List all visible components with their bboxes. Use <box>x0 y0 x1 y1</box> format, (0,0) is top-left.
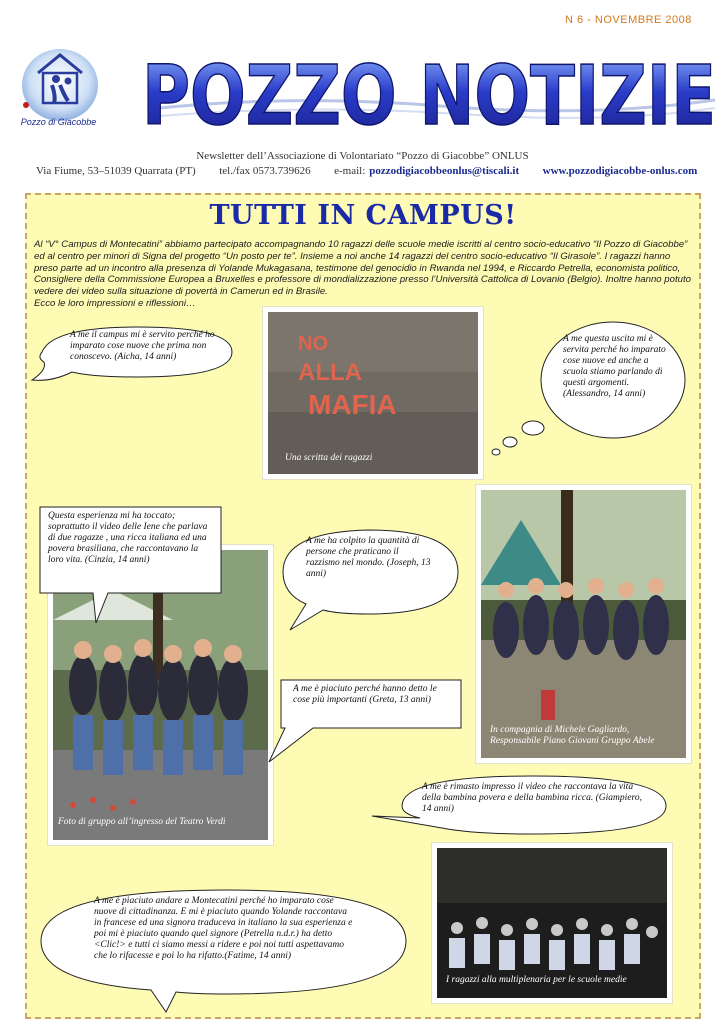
photo-caption: I ragazzi alla multiplenaria per le scuole medie <box>446 975 627 985</box>
quote-text: A me è piaciuto perché hanno detto le cose più importanti (Greta, 13 anni) <box>293 684 437 705</box>
photo-gruppo-abele <box>476 485 691 763</box>
photo-caption: Una scritta dei ragazzi <box>285 453 373 463</box>
quote-text: A me è rimasto impresso il video che raccontava la vita della bambina povera e della bambina ricca. (Giampiero, 14 anni) <box>422 782 642 814</box>
contact-line <box>36 165 696 177</box>
quote-text: A me questa uscita mi è servita perché ho imparato cose nuove ed anche a scuola stiamo parlando di questi argomenti. (Alessandro, 14 anni) <box>563 334 666 399</box>
quote-bubble-fatime <box>36 886 428 1014</box>
email-link[interactable]: pozzodigiacobbeonlus@tiscali.it <box>369 165 520 177</box>
website-link[interactable]: www.pozzodigiacobbe-onlus.com <box>542 165 698 177</box>
graffiti-text-alla: ALLA <box>298 359 362 386</box>
quote-text: A me ha colpito la quantità di persone che praticano il razzismo nel mondo. (Joseph, 13 anni) <box>306 536 431 579</box>
masthead-text: POZZO NOTIZIE <box>142 49 716 144</box>
photo-caption: Foto di gruppo all’ingresso del Teatro Verdi <box>58 817 226 827</box>
quote-text: A me è piaciuto andare a Montecatini perché ho imparato cose nuove di cittadinanza. E mi è piaciuto quando Yolande raccontava in francese ed una signora traduceva in italiano la sua esperienza e poi mi è piaciuto quando quel signore (Petrella n.d.r.) ha detto <Clic!> e tutti ci siamo messi a ridere e poi noi tutti aspettavamo che lo rifacesse e poi lo ha rifatto.(Fatime, 14 anni) <box>94 896 353 961</box>
quote-bubble-alessandro <box>488 320 693 460</box>
graffiti-text-mafia: MAFIA <box>308 389 397 420</box>
article-headline: TUTTI IN CAMPUS! <box>209 200 517 231</box>
photo-multiplenaria <box>432 843 672 1003</box>
quote-bubble-cinzia <box>38 505 223 625</box>
logo-text: Pozzo di Giacobbe <box>20 117 97 127</box>
photo-caption <box>490 725 654 747</box>
issue-label: N 6 - NOVEMBRE 2008 <box>565 14 692 26</box>
masthead-title <box>140 34 720 144</box>
caption-line-2: Responsabile Piano Giovani Gruppo Abele <box>490 736 655 746</box>
intro-text: Al “V° Campus di Montecatini” abbiamo partecipato accompagnando 10 ragazzi delle scuole medie iscritti al centro socio-educativo “Il Pozzo di Giacobbe” ed al centro per minori di Signa del progetto “Un posto per te”. Insieme a noi anche 14 ragazzi del centro socio-educativo “Il Girasole”. I ragazzi hanno preso parte ad un incontro alla presenza di Yolande Mukagasana, testimone del genocidio in Rwanda nel 1994, e Riccardo Petrella, economista politico, Consigliere della Commissione Europea a Bruxelles e professore di mondializzazione presso l’Università Cattolica di Lovanio (Belgio). Inoltre hanno potuto vedere dei video sulla situazione di povertà in Camerun ed in Brasile. <box>34 239 691 298</box>
address: Via Fiume, 53–51039 Quarrata (PT) <box>36 165 196 177</box>
quote-text: A me il campus mi è servito perché ho imparato cose nuove che prima non conoscevo. (Aicha, 14 anni) <box>70 330 215 362</box>
photo-graffiti <box>263 307 483 479</box>
article-intro <box>34 239 694 310</box>
graffiti-text-no: NO <box>298 333 328 355</box>
quote-text: Questa esperienza mi ha toccato; soprattutto il video delle Iene che parlava di due ragazze , una ricca italiana ed una povera brasiliana, che raccontavano la loro vita. (Cinzia, 14 anni) <box>48 511 208 565</box>
quote-bubble-giampiero <box>372 772 670 838</box>
intro-end: Ecco le loro impressioni e riflessioni… <box>34 297 196 309</box>
quote-bubble-aicha <box>32 322 242 382</box>
quote-bubble-greta <box>265 676 465 766</box>
newsletter-subtitle: Newsletter dell’Associazione di Volontariato “Pozzo di Giacobbe” ONLUS <box>196 150 529 162</box>
caption-line-1: In compagnia di Michele Gagliardo, <box>490 725 630 735</box>
phone: tel./fax 0573.739626 <box>219 165 311 177</box>
email-label: e-mail: <box>334 165 366 177</box>
quote-bubble-joseph <box>268 522 468 634</box>
